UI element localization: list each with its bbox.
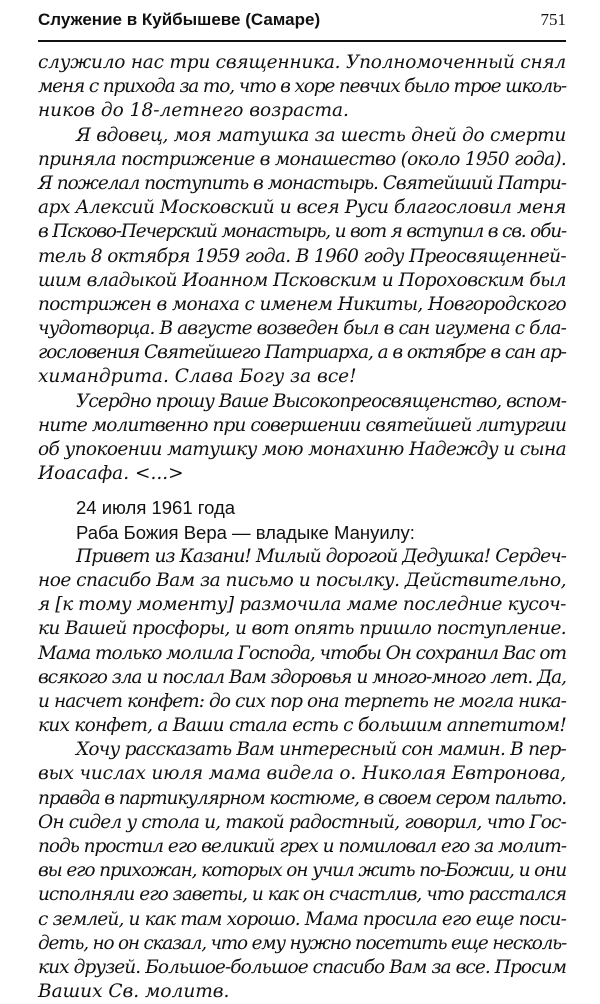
text-line	[38, 908, 566, 932]
text-line	[38, 593, 566, 617]
line-text: чудотворца. В августе возведен был в сан игумена с бла-	[38, 318, 566, 340]
line-text: шим владыкой Иоанном Псковским и Пороховским был	[38, 269, 566, 291]
line-text: ки Вашей просфоры, и вот опять пришло поступление.	[38, 618, 566, 640]
letter-heading-line	[38, 521, 566, 545]
line-text: Иоасафа. <...>	[38, 463, 184, 485]
text-line	[38, 148, 566, 172]
line-text: химандрита. Слава Богу за все!	[38, 366, 357, 388]
line-text: пострижен в монаха с именем Никиты, Новгородского	[38, 293, 566, 315]
line-text: правда в партикулярном костюме, в своем сером пальто.	[38, 787, 566, 809]
section-gap	[38, 486, 566, 496]
text-line	[38, 569, 566, 593]
text-line	[38, 932, 566, 956]
line-text: ное спасибо Вам за письмо и посылку. Действительно,	[38, 569, 566, 591]
text-line	[38, 642, 566, 666]
line-text: ких друзей. Большое-большое спасибо Вам за все. Просим	[38, 956, 566, 978]
line-text: служило нас три священника. Уполномоченный снял	[38, 52, 566, 73]
text-line	[38, 617, 566, 641]
line-text: вы его прихожан, которых он учил жить по-Божии, и они	[38, 860, 566, 882]
text-line	[38, 220, 566, 244]
line-text: Он сидел у стола и, такой радостный, говорил, что Гос-	[38, 811, 566, 833]
text-line	[38, 414, 566, 438]
text-line	[38, 859, 566, 883]
line-text: об упокоении матушку мою монахиню Надежду и сына	[38, 439, 566, 460]
text-line	[38, 99, 566, 123]
text-line	[38, 390, 566, 414]
line-text: деть, но он сказал, что ему нужно посетить еще несколь-	[38, 932, 566, 954]
text-line	[38, 738, 566, 762]
text-line	[38, 835, 566, 859]
text-line	[38, 293, 566, 317]
line-text: Раба Божия Вера — владыке Мануилу:	[76, 521, 415, 543]
line-text: ников до 18-летнего возраста.	[38, 100, 349, 122]
text-line	[38, 980, 566, 1004]
text-line	[38, 462, 566, 486]
text-line	[38, 172, 566, 196]
line-text: Хочу рассказать Вам интересный сон мамин. В пер-	[76, 739, 566, 761]
chapter-title: Служение в Куйбышеве (Самаре)	[38, 10, 321, 29]
line-text: я [к тому моменту] размочила маме последние кусоч-	[38, 594, 566, 616]
text-line	[38, 438, 566, 462]
text-line	[38, 690, 566, 714]
text-line	[38, 317, 566, 341]
line-text: Привет из Казани! Милый дорогой Дедушка! Сердеч-	[76, 545, 566, 567]
running-head	[38, 10, 566, 32]
page-body	[38, 51, 566, 1004]
line-text: Мама только молила Господа, чтобы Он сохранил Вас от	[38, 642, 566, 664]
page-number: 751	[540, 10, 566, 29]
header-rule	[38, 40, 566, 42]
text-line	[38, 365, 566, 389]
text-line	[38, 787, 566, 811]
text-line	[38, 269, 566, 293]
line-text: подь простил его великий грех и помиловал его за молит-	[38, 836, 566, 857]
text-line	[38, 762, 566, 786]
line-text: меня с прихода за то, что в хоре певчих было трое школь-	[38, 76, 566, 98]
line-text: вых числах июля мама видела о. Николая Евтронова,	[38, 763, 566, 785]
text-line	[38, 545, 566, 569]
line-text: ните молитвенно при совершении святейшей литургии	[38, 414, 566, 436]
text-line	[38, 75, 566, 99]
line-text: приняла пострижение в монашество (около 1950 года).	[38, 148, 566, 170]
text-line	[38, 341, 566, 365]
line-text: арх Алексий Московский и всея Руси благословил меня	[38, 197, 566, 219]
line-text: с землей, и как там хорошо. Мама просила его еще поси-	[38, 908, 566, 930]
text-line	[38, 883, 566, 907]
text-line	[38, 666, 566, 690]
text-line	[38, 51, 566, 75]
line-text: в Псково-Печерский монастырь, и вот я вступил в св. оби-	[38, 221, 566, 243]
line-text: 24 июля 1961 года	[76, 497, 236, 519]
line-text: Усердно прошу Ваше Высокопреосвященство, вспом-	[76, 390, 566, 412]
line-text: ких конфет, а Ваши стала есть с большим аппетитом!	[38, 715, 566, 737]
text-line	[38, 714, 566, 738]
letter-heading-line	[38, 496, 566, 520]
text-line	[38, 196, 566, 220]
line-text: тель 8 октября 1959 года. В 1960 году Преосвященней-	[38, 245, 566, 267]
line-text: гословения Святейшего Патриарха, а в октябре в сан ар-	[38, 342, 566, 364]
text-line	[38, 811, 566, 835]
line-text: Я пожелал поступить в монастырь. Святейший Патри-	[38, 172, 566, 194]
line-text: Я вдовец, моя матушка за шесть дней до смерти	[76, 124, 566, 146]
line-text: исполняли его заветы, и как он счастлив, что расстался	[38, 884, 566, 906]
line-text: всякого зла и послал Вам здоровья и много-много лет. Да,	[38, 666, 566, 688]
text-line	[38, 245, 566, 269]
text-line	[38, 124, 566, 148]
line-text: и насчет конфет: до сих пор она терпеть не могла ника-	[38, 690, 566, 712]
line-text: Ваших Св. молитв.	[38, 981, 230, 1003]
